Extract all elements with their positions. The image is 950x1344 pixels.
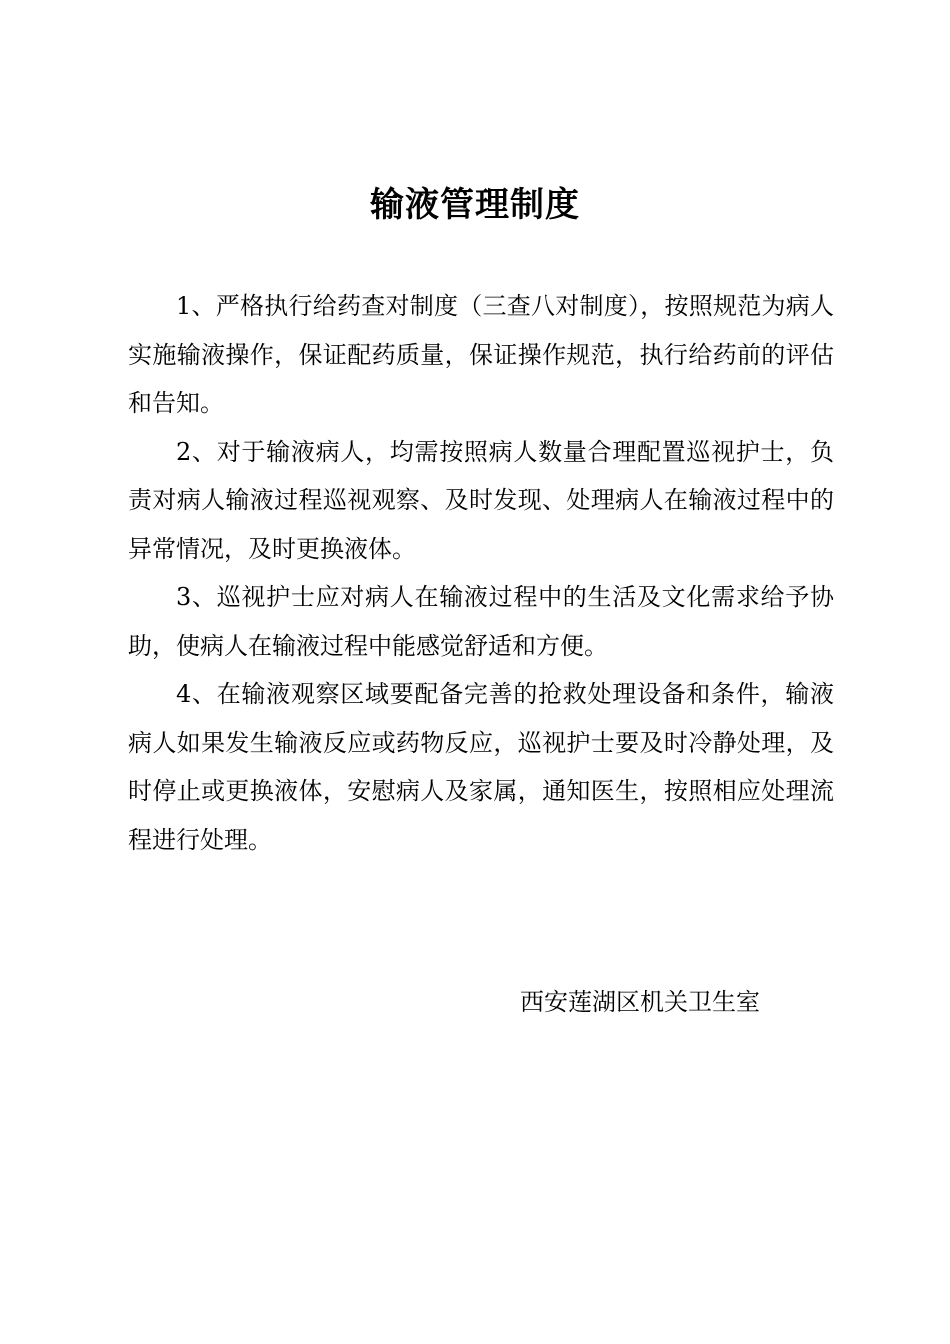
- issuer-signature: 西安莲湖区机关卫生室: [520, 988, 760, 1016]
- document-body: [128, 282, 834, 864]
- paragraph-2: 2、对于输液病人，均需按照病人数量合理配置巡视护士，负责对病人输液过程巡视观察、及时发现、处理病人在输液过程中的异常情况，及时更换液体。: [128, 437, 834, 563]
- paragraph-3: 3、巡视护士应对病人在输液过程中的生活及文化需求给予协助，使病人在输液过程中能感觉舒适和方便。: [128, 583, 834, 660]
- paragraph-4: 4、在输液观察区域要配备完善的抢救处理设备和条件，输液病人如果发生输液反应或药物反应，巡视护士要及时冷静处理，及时停止或更换液体，安慰病人及家属，通知医生，按照相应处理流程进行处理。: [128, 680, 834, 854]
- paragraph-1: 1、严格执行给药查对制度（三查八对制度），按照规范为病人实施输液操作，保证配药质量，保证操作规范，执行给药前的评估和告知。: [128, 292, 834, 417]
- document-title: 输液管理制度: [370, 185, 580, 225]
